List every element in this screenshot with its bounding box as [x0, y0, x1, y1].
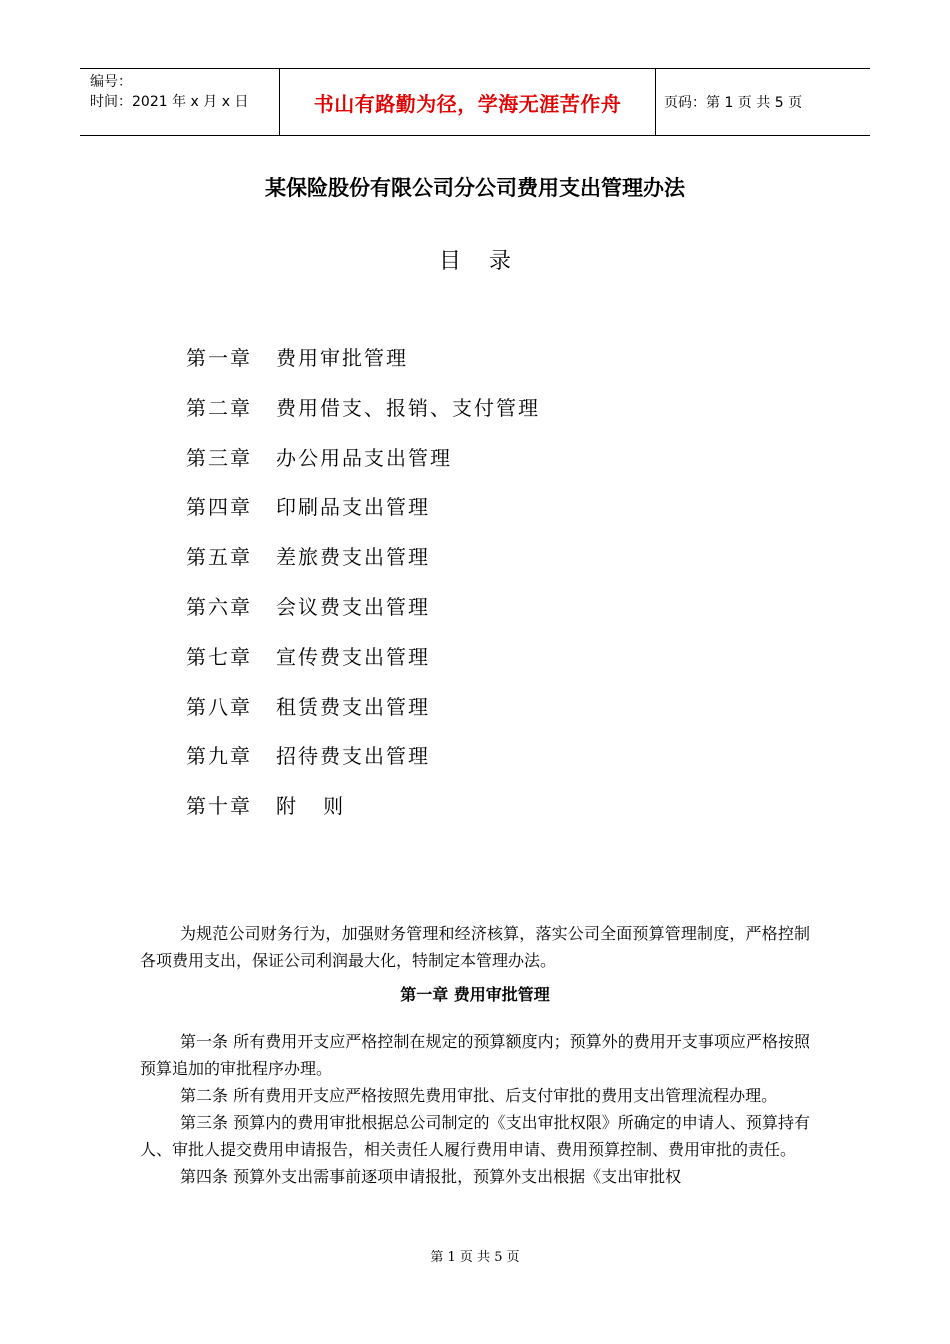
toc-chapter-number: 第五章 [186, 545, 252, 570]
toc-title: 目录 [438, 249, 539, 274]
toc-item [186, 541, 540, 591]
toc-item [186, 442, 540, 492]
intro-paragraph: 为规范公司财务行为，加强财务管理和经济核算，落实公司全面预算管理制度，严格控制各项费用支出，保证公司利润最大化，特制定本管理办法。 [140, 924, 810, 970]
page-footer: 第 1 页 共 5 页 [430, 1250, 520, 1265]
toc-chapter-title: 费用审批管理 [276, 346, 408, 370]
article-paragraph: 第三条 预算内的费用审批根据总公司制定的《支出审批权限》所确定的申请人、预算持有人、审批人提交费用申请报告，相关责任人履行费用申请、费用预算控制、费用审批的责任。 [140, 1113, 810, 1159]
header-motto: 书山有路勤为径，学海无涯苦作舟 [280, 69, 656, 135]
chapter-heading: 第一章 费用审批管理 [400, 985, 550, 1004]
toc-item [186, 491, 540, 541]
toc-chapter-number: 第四章 [186, 495, 252, 520]
toc-chapter-title: 招待费支出管理 [276, 744, 430, 769]
article-list [140, 1028, 810, 1190]
toc-chapter-title: 附 则 [276, 794, 346, 819]
toc-chapter-title: 印刷品支出管理 [276, 495, 430, 520]
toc-chapter-number: 第三章 [186, 445, 252, 470]
toc-chapter-title: 宣传费支出管理 [276, 644, 430, 669]
header-page-info: 页码：第 1 页 共 5 页 [664, 95, 803, 111]
toc-chapter-number: 第八章 [186, 694, 252, 719]
toc-chapter-number: 第一章 [186, 346, 252, 370]
toc-chapter-number: 第九章 [186, 744, 252, 769]
toc-chapter-number: 第十章 [186, 794, 252, 819]
toc-item [186, 790, 540, 840]
toc-item [186, 691, 540, 741]
toc-chapter-number: 第二章 [186, 395, 252, 420]
toc-item [186, 392, 540, 442]
toc-chapter-number: 第七章 [186, 644, 252, 669]
table-of-contents [186, 342, 540, 840]
toc-chapter-title: 差旅费支出管理 [276, 545, 430, 570]
toc-chapter-title: 费用借支、报销、支付管理 [276, 395, 540, 420]
toc-chapter-number: 第六章 [186, 594, 252, 619]
document-date-label: 时间：2021 年 x 月 x 日 [90, 94, 249, 110]
article-paragraph: 第二条 所有费用开支应严格按照先费用审批、后支付审批的费用支出管理流程办理。 [180, 1086, 778, 1105]
article-paragraph: 第一条 所有费用开支应严格控制在规定的预算额度内；预算外的费用开支事项应严格按照预算追加的审批程序办理。 [140, 1032, 810, 1078]
toc-item [186, 641, 540, 691]
toc-chapter-title: 租赁费支出管理 [276, 694, 430, 719]
toc-item [186, 342, 540, 392]
page-header-table [80, 68, 870, 136]
header-meta-cell [80, 69, 280, 135]
toc-item [186, 591, 540, 641]
document-number-label: 编号： [90, 74, 132, 90]
document-title: 某保险股份有限公司分公司费用支出管理办法 [265, 176, 685, 200]
toc-chapter-title: 办公用品支出管理 [276, 445, 452, 470]
toc-item [186, 740, 540, 790]
article-paragraph: 第四条 预算外支出需事前逐项申请报批，预算外支出根据《支出审批权 [180, 1167, 682, 1186]
toc-chapter-title: 会议费支出管理 [276, 594, 430, 619]
